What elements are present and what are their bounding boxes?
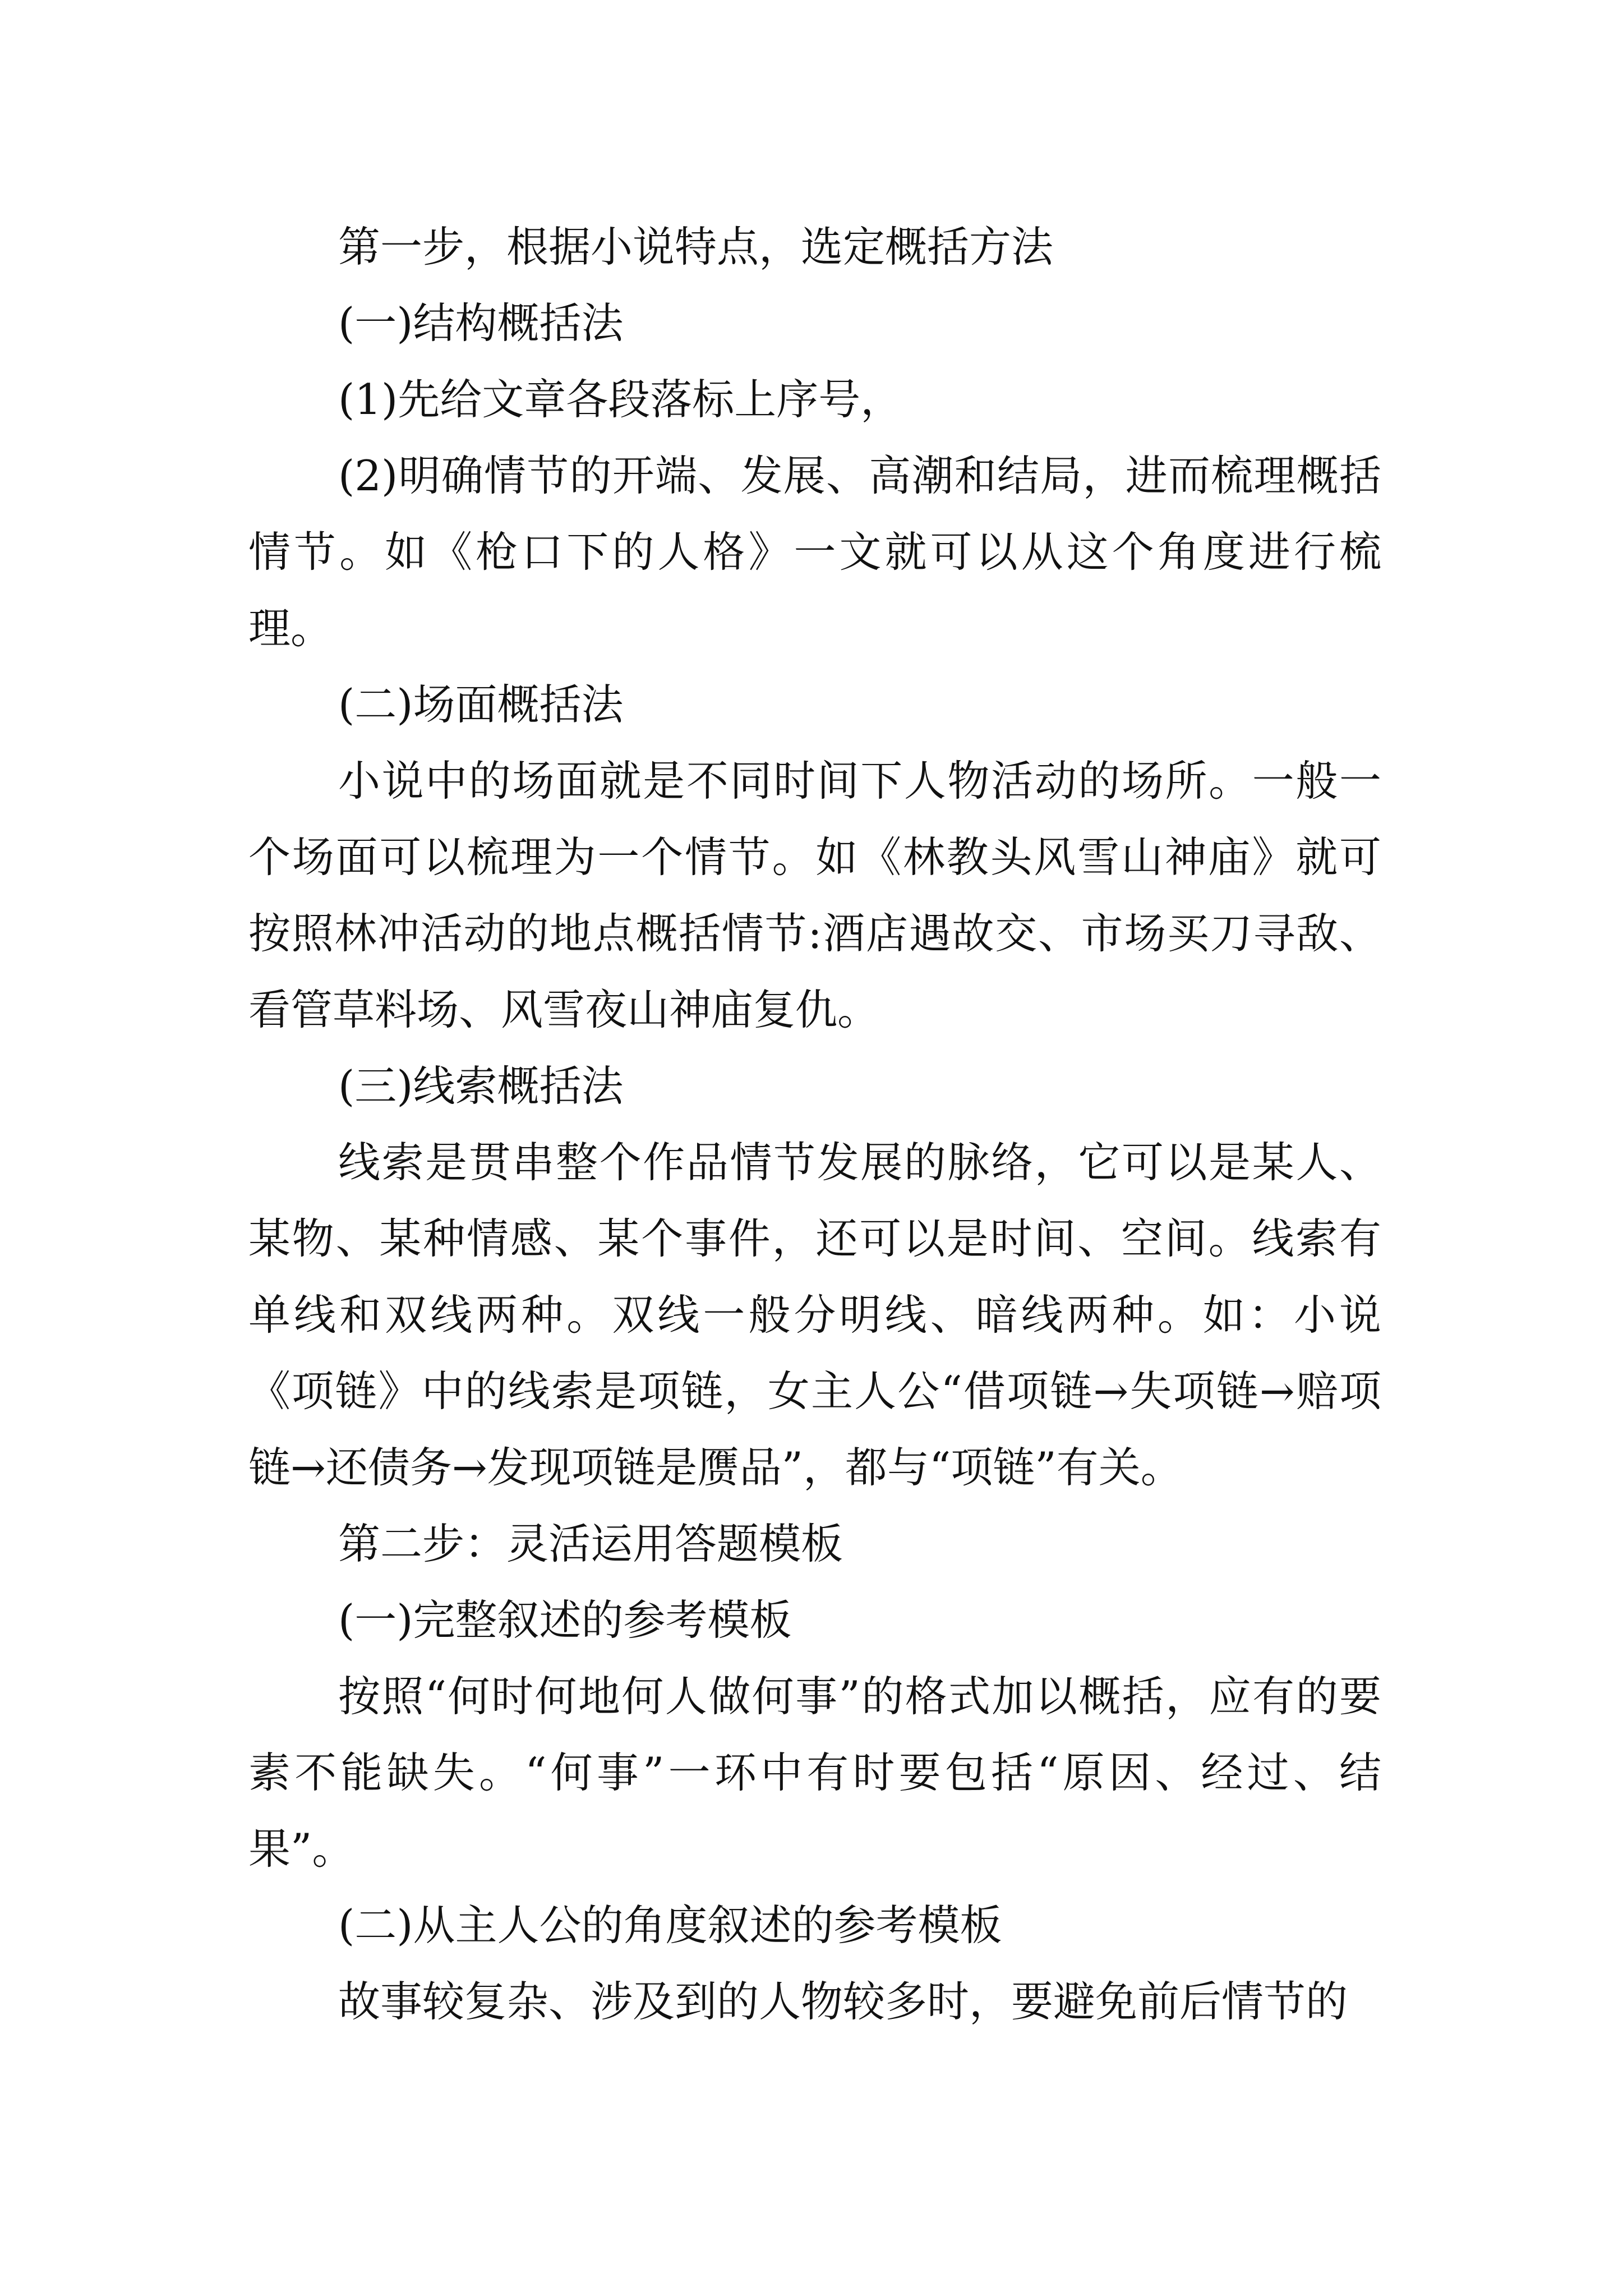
structure-method-heading: (一)结构概括法 [338, 298, 624, 348]
complete-narration-text: 按照“何时何地何人做何事”的格式加以概括，应有的要素不能缺失。“何事”一环中有时要包括“原因、经过、结果”。 [248, 1672, 1381, 1874]
document-body [248, 209, 1381, 2040]
protagonist-narration-heading: (二)从主人公的角度叙述的参考模板 [338, 1901, 1002, 1950]
protagonist-narration-text: 故事较复杂、涉及到的人物较多时，要避免前后情节的 [338, 1977, 1348, 2026]
complete-narration-heading: (一)完整叙述的参考模板 [338, 1595, 792, 1645]
step-two-heading: 第二步：灵活运用答题模板 [338, 1519, 843, 1568]
step-one-heading: 第一步，根据小说特点，选定概括方法 [338, 222, 1054, 272]
structure-step-1: (1)先给文章各段落标上序号， [338, 375, 903, 424]
structure-step-2: (2)明确情节的开端、发展、高潮和结局，进而梳理概括情节。如《枪口下的人格》一文就可以从这个角度进行梳理。 [248, 451, 1381, 653]
clue-method-heading: (三)线索概括法 [338, 1061, 624, 1111]
scene-method-text: 小说中的场面就是不同时间下人物活动的场所。一般一个场面可以梳理为一个情节。如《林教头风雪山神庙》就可按照林冲活动的地点概括情节:酒店遇故交、市场买刀寻敌、看管草料场、风雪夜山神庙复仇。 [248, 756, 1381, 1034]
scene-method-heading: (二)场面概括法 [338, 680, 624, 729]
clue-method-text: 线索是贯串整个作品情节发展的脉络，它可以是某人、某物、某种情感、某个事件，还可以是时间、空间。线索有单线和双线两种。双线一般分明线、暗线两种。如：小说《项链》中的线索是项链，女主人公“借项链→失项链→赔项链→还债务→发现项链是赝品”，都与“项链”有关。 [248, 1138, 1381, 1492]
